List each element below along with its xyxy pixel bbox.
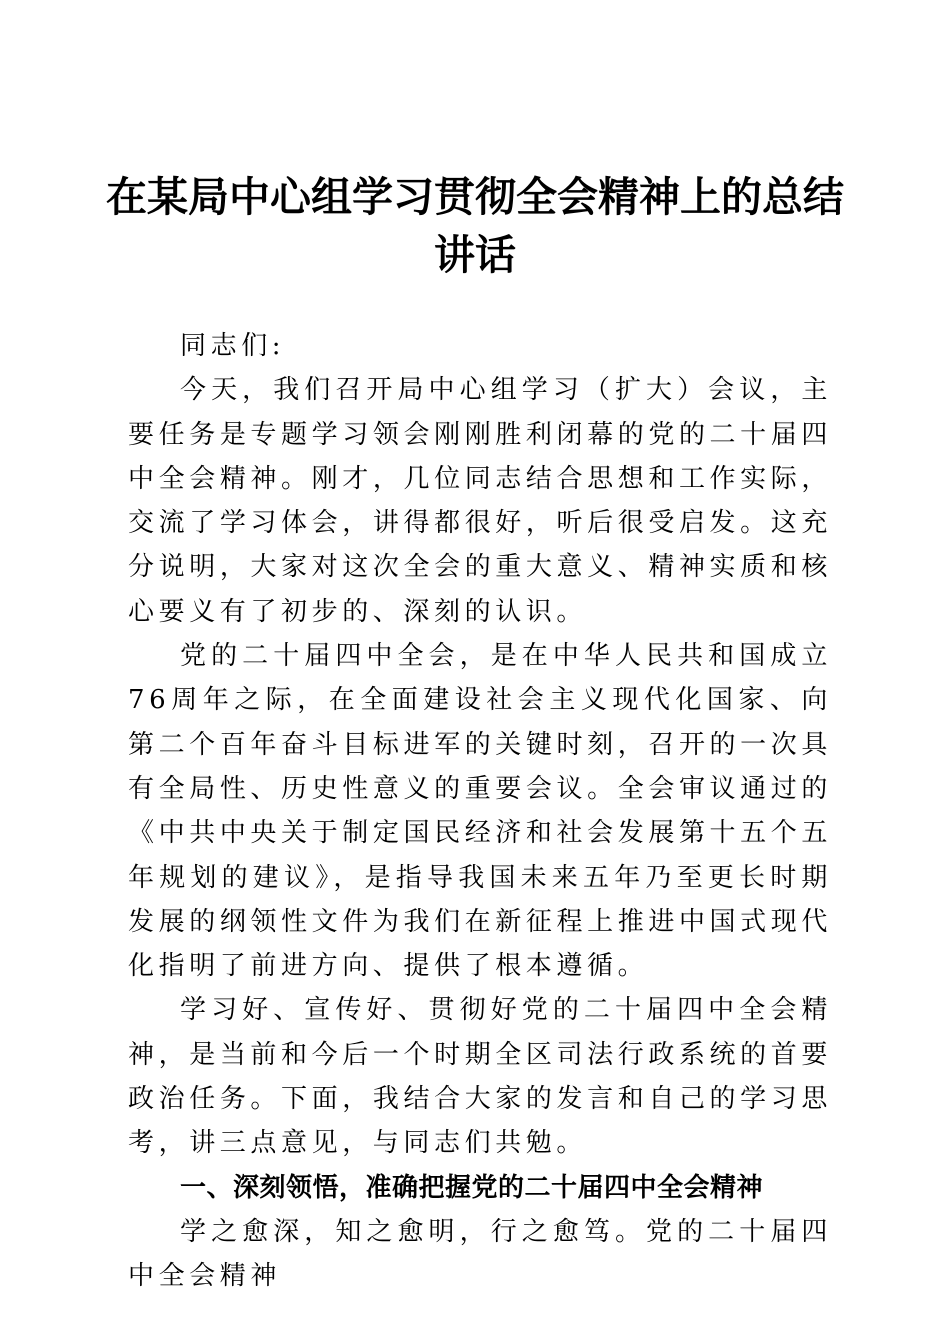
section-heading: 一、深刻领悟，准确把握党的二十届四中全会精神 xyxy=(180,1172,764,1203)
paragraph-plenum-context: 党的二十届四中全会，是在中华人民共和国成立76周年之际，在全面建设社会主义现代化国家、向第二个百年奋斗目标进军的关键时刻，召开的一次具有全局性、历史性意义的重要会议。全会审议通过的《中共中央关于制定国民经济和社会发展第十五个五年规划的建议》，是指导我国未来五年乃至更长时期发展的纲领性文件为我们在新征程上推进中国式现代化指明了前进方向、提供了根本遵循。 xyxy=(128,641,832,982)
paragraph-opening: 今天，我们召开局中心组学习（扩大）会议，主要任务是专题学习领会刚刚胜利闭幕的党的二十届四中全会精神。刚才，几位同志结合思想和工作实际，交流了学习体会，讲得都很好，听后很受启发。这充分说明，大家对这次全会的重大意义、精神实质和核心要义有了初步的、深刻的认识。 xyxy=(128,375,832,627)
salutation: 同志们: xyxy=(180,331,286,361)
paragraph-tasks: 学习好、宣传好、贯彻好党的二十届四中全会精神，是当前和今后一个时期全区司法行政系统的首要政治任务。下面，我结合大家的发言和自己的学习思考，讲三点意见，与同志们共勉。 xyxy=(128,995,832,1159)
paragraph-section-one: 学之愈深，知之愈明，行之愈笃。党的二十届四中全会精神 xyxy=(128,1216,832,1292)
document-title: 在某局中心组学习贯彻全会精神上的总结讲话 xyxy=(106,173,844,279)
document-body xyxy=(128,324,832,1299)
